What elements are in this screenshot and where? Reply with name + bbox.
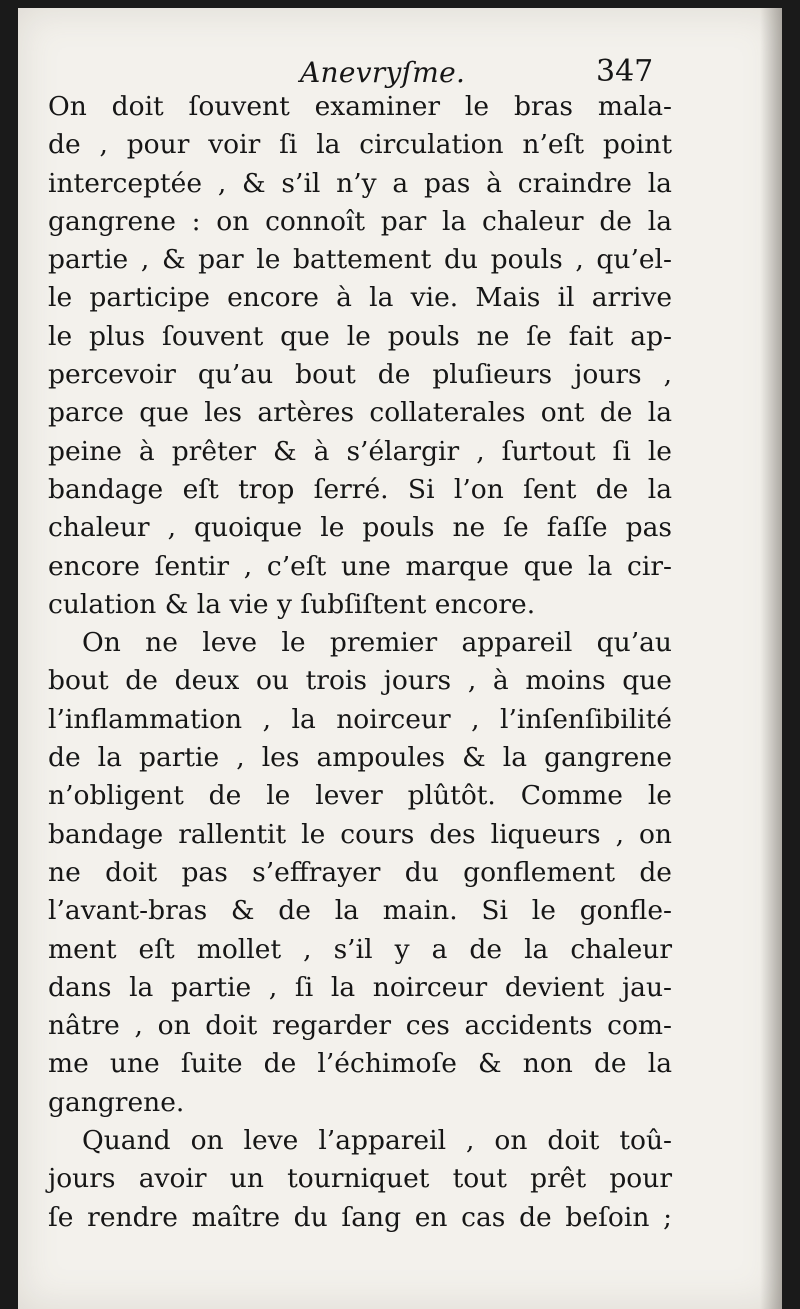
page-edge-shadow [760,8,782,1309]
text-line: l’inflammation , la noirceur , l’inſenſibilité [48,703,672,735]
text-line: On doit ſouvent examiner le bras mala- [48,91,672,122]
text-line: bout de deux ou trois jours , à moins que [48,665,672,697]
text-line: parce que les artères collaterales ont de la [48,397,672,429]
text-line: ment eſt mollet , s’il y a de la chaleur [48,933,672,965]
text-line: nâtre , on doit regarder ces accidents com- [48,1010,672,1042]
paragraph-1 [48,88,672,624]
paragraph-3 [48,1122,672,1237]
text-line: chaleur , quoique le pouls ne ſe faſſe pas [48,512,672,544]
text-line: le plus ſouvent que le pouls ne ſe fait ap- [48,320,672,352]
text-line: l’avant-bras & de la main. Si le gonfle- [48,895,672,927]
text-line: encore ſentir , c’eſt une marque que la cir- [48,550,672,582]
text-line: bandage eſt trop ſerré. Si l’on ſent de la [48,473,672,505]
text-line: ſe rendre maître du ſang en cas de beſoin ; [48,1201,672,1233]
page-number: 347 [596,54,654,89]
text-line: de , pour voir ſi la circulation n’eſt point [48,129,672,161]
text-line: gangrene. [48,1086,185,1118]
running-title: Anevryſme. [300,56,466,89]
text-line: me une ſuite de l’échimoſe & non de la [48,1048,672,1080]
text-line: percevoir qu’au bout de pluſieurs jours , [48,359,672,391]
text-line: culation & la vie y ſubſiſtent encore. [48,588,536,620]
text-line: ne doit pas s’effrayer du gonflement de [48,856,672,888]
body-text [48,88,672,1237]
text-line: dans la partie , ſi la noirceur devient jau- [48,971,672,1003]
text-line: partie , & par le battement du pouls , qu’el- [48,244,672,276]
book-page [18,8,782,1309]
page-header [18,52,782,92]
text-line: le participe encore à la vie. Mais il arrive [48,282,672,314]
text-line: n’obligent de le lever plûtôt. Comme le [48,780,672,812]
text-line: de la partie , les ampoules & la gangrene [48,742,672,774]
text-line: interceptée , & s’il n’y a pas à craindre la [48,167,672,199]
text-line: gangrene : on connoît par la chaleur de la [48,205,672,237]
text-line: jours avoir un tourniquet tout prêt pour [48,1163,672,1195]
text-line: Quand on leve l’appareil , on doit toû- [82,1125,672,1157]
text-line: On ne leve le premier appareil qu’au [82,627,672,659]
paragraph-2 [48,624,672,1122]
text-line: bandage rallentit le cours des liqueurs , on [48,818,672,850]
text-line: peine à prêter & à s’élargir , ſurtout ſi le [48,435,672,467]
